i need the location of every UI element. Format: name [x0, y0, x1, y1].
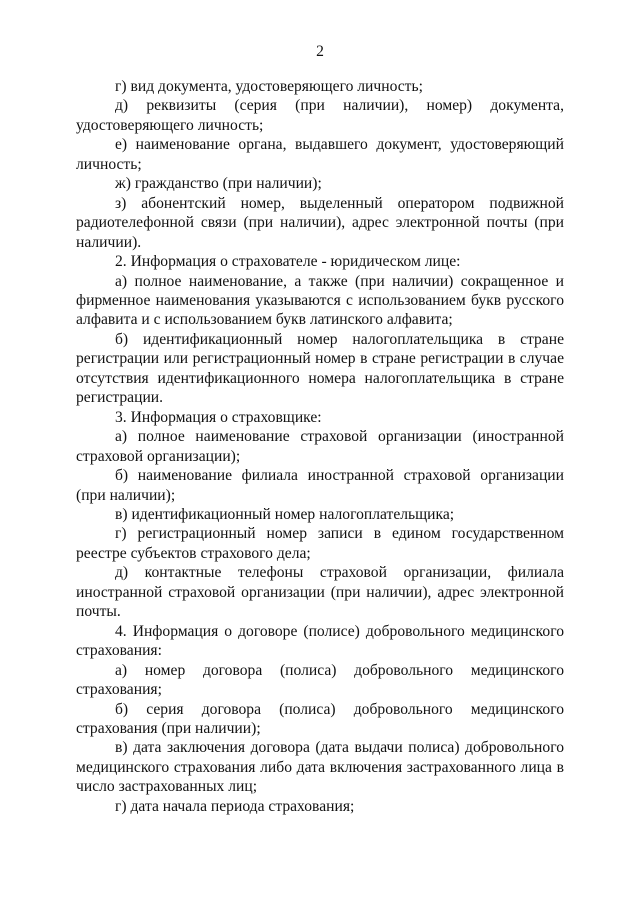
item-phone-email: з) абонентский номер, выделенный оператором подвижной радиотелефонной связи (при наличии), адрес электронной почты (при наличии). [76, 194, 564, 251]
item-contract-number: а) номер договора (полиса) добровольного медицинского страхования; [76, 661, 564, 699]
document-body [76, 77, 564, 816]
item-contract-series: б) серия договора (полиса) добровольного медицинского страхования (при наличии); [76, 700, 564, 737]
section-heading-contract: 4. Информация о договоре (полисе) добровольного медицинского страхования: [76, 622, 564, 660]
item-taxpayer-id: б) идентификационный номер налогоплательщика в стране регистрации или регистрационный номер в стране регистрации в случае отсутствия идентификационного номера налогоплательщика в стране регистрации. [76, 330, 564, 407]
section-heading-insurer: 3. Информация о страховщике: [115, 408, 322, 426]
item-passport-details: д) реквизиты (серия (при наличии), номер) документа, удостоверяющего личность; [76, 97, 564, 134]
page-number: 2 [316, 43, 324, 60]
item-issuing-authority: е) наименование органа, выдавшего документ, удостоверяющий личность; [76, 136, 564, 173]
item-citizenship: ж) гражданство (при наличии); [115, 175, 322, 193]
item-contract-date: в) дата заключения договора (дата выдачи полиса) добровольного медицинского страхования либо дата включения застрахованного лица в число застрахованных лиц; [76, 739, 564, 796]
item-registry-number: г) регистрационный номер записи в едином государственном реестре субъектов страхового дела; [76, 525, 564, 562]
item-passport-type: г) вид документа, удостоверяющего личность; [115, 78, 423, 95]
item-full-name: а) полное наименование, а также (при наличии) сокращенное и фирменное наименования указываются с использованием букв русского алфавита и с использованием букв латинского алфавита; [76, 272, 564, 329]
item-contact-phones: д) контактные телефоны страховой организации, филиала иностранной страховой организации (при наличии), адрес электронной почты. [76, 564, 564, 621]
item-insurer-name: а) полное наименование страховой организации (иностранной страховой организации); [76, 428, 564, 465]
item-branch-name: б) наименование филиала иностранной страховой организации (при наличии); [76, 467, 564, 504]
item-period-start: г) дата начала периода страхования; [115, 797, 355, 815]
section-heading-policyholder-legal: 2. Информация о страхователе - юридическом лице: [115, 253, 461, 271]
item-insurer-tax-id: в) идентификационный номер налогоплательщика; [115, 505, 455, 523]
